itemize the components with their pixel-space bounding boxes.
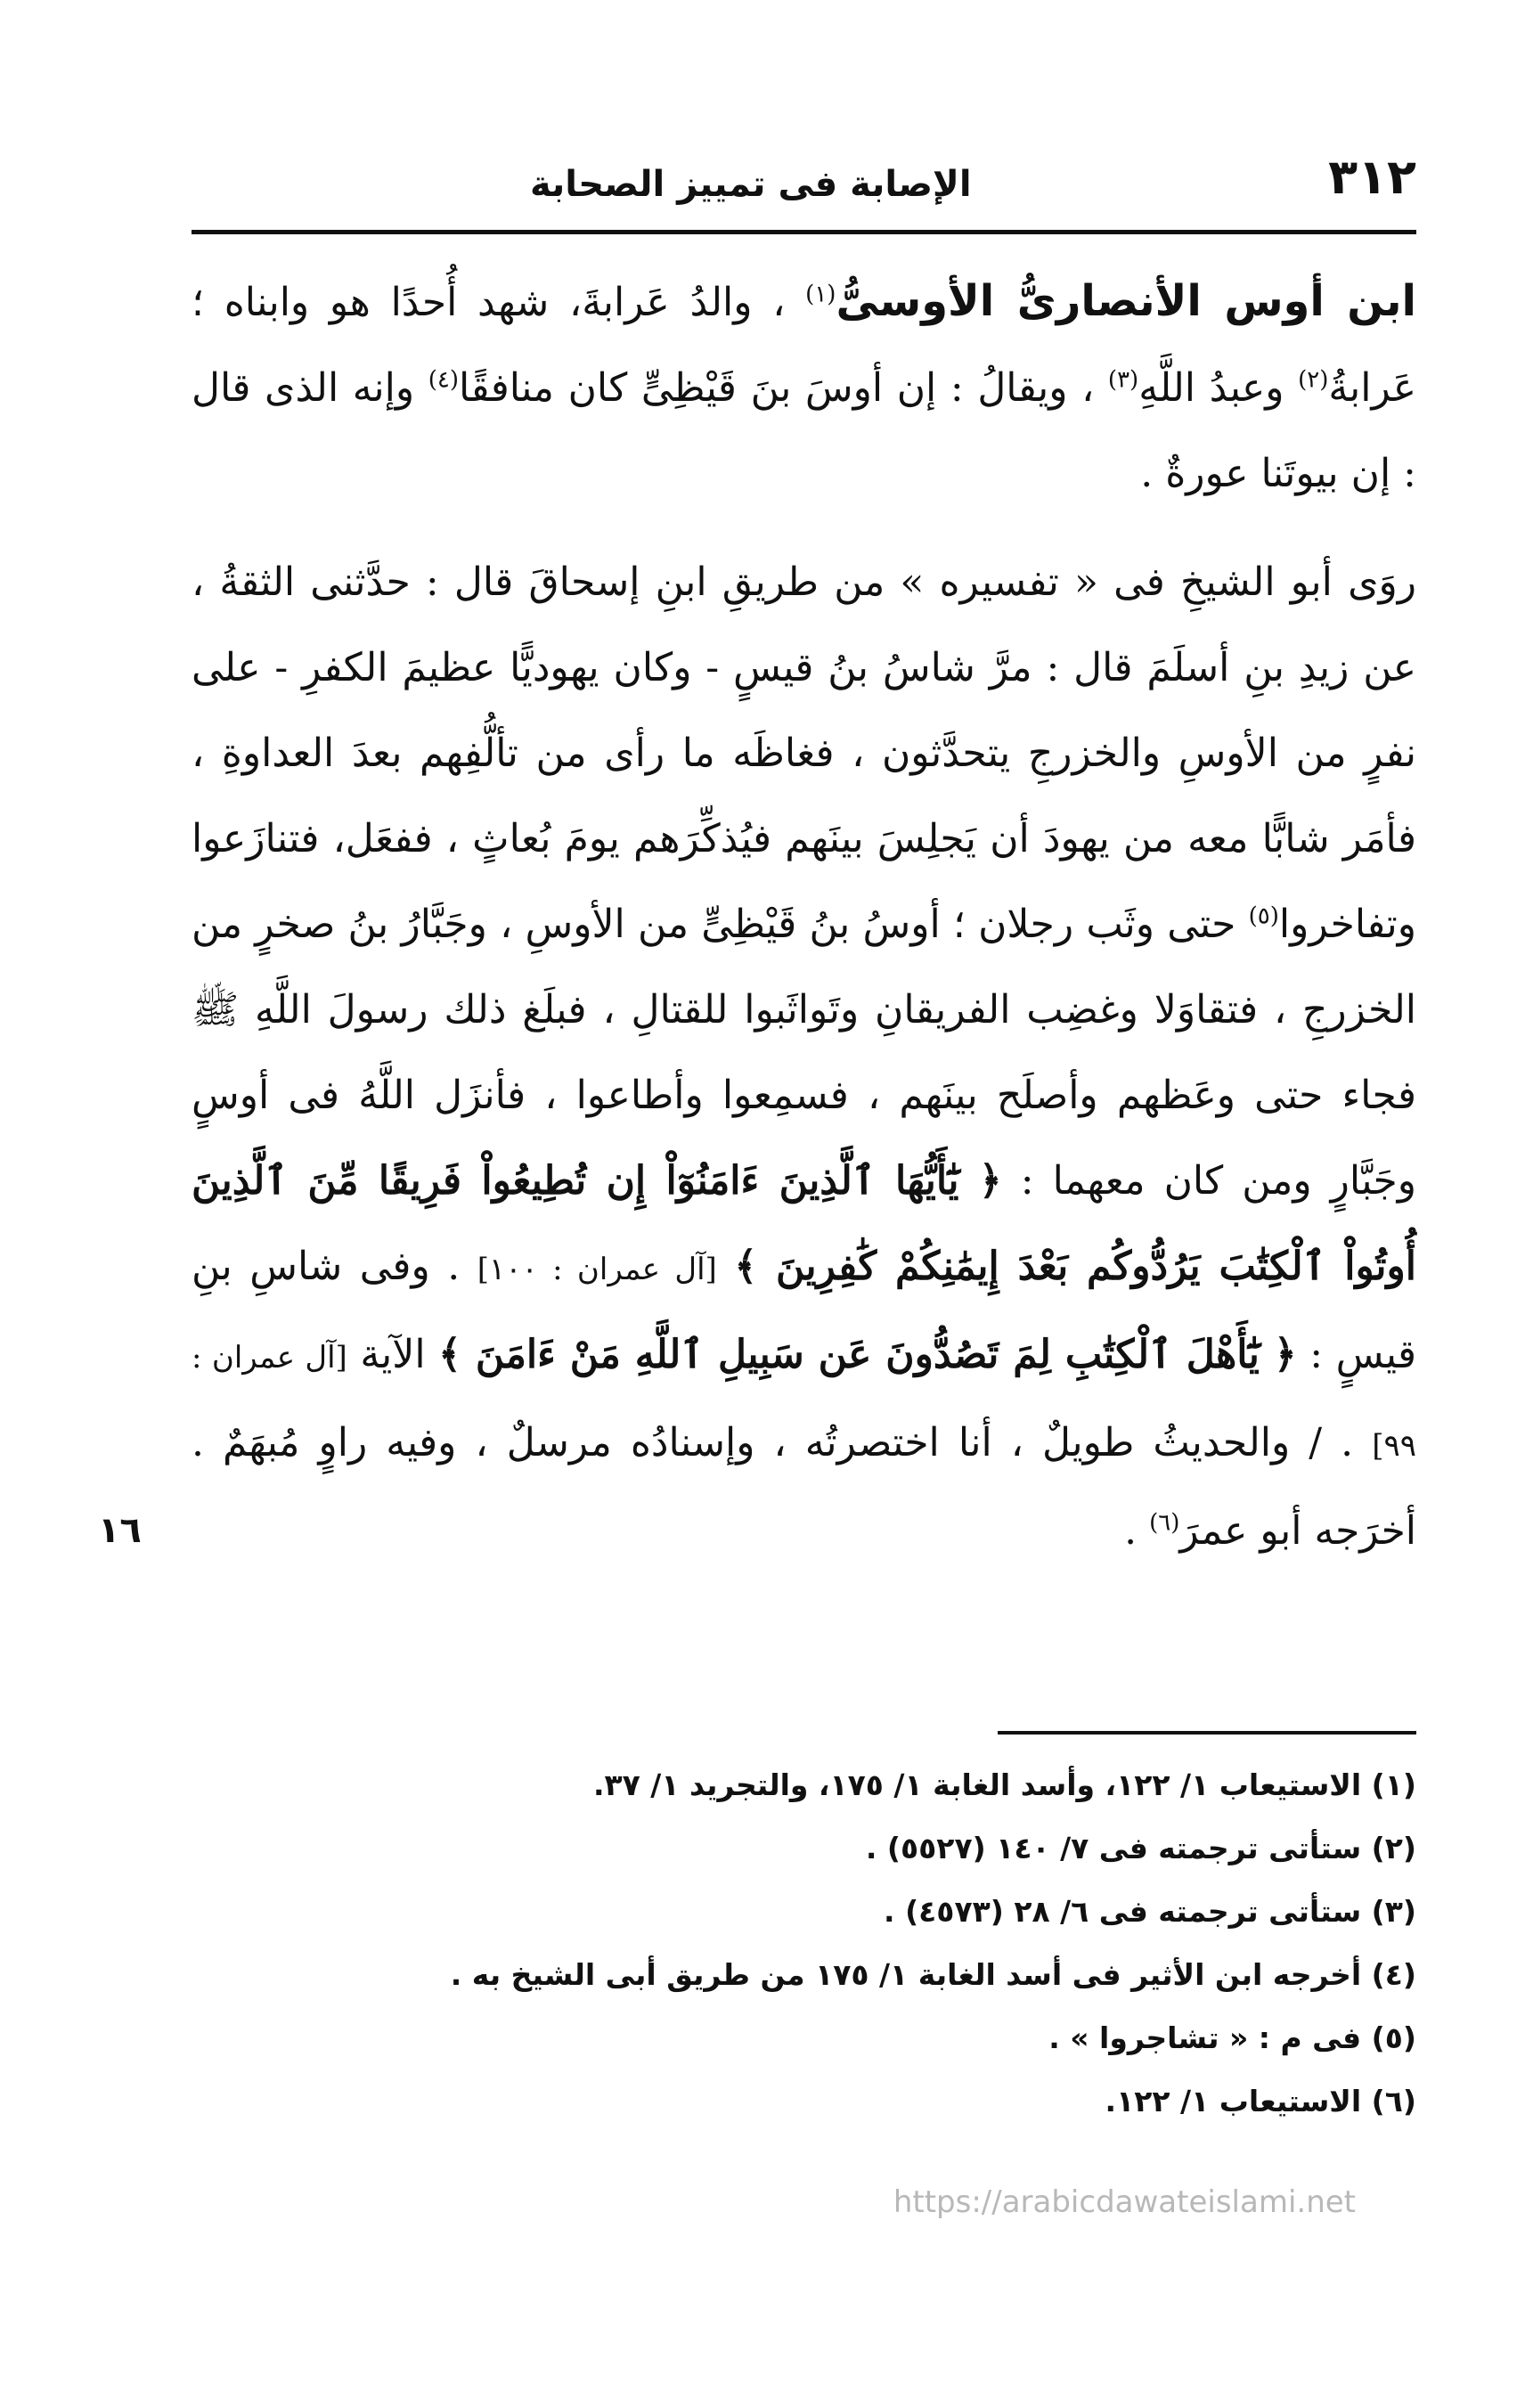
footnote-2: (٢) ستأتى ترجمته فى ٧/ ١٤٠ (٥٥٢٧) . <box>865 1831 1416 1865</box>
entry-title: ابن أوس الأنصارىُّ الأوسىُّ <box>836 276 1416 326</box>
entry-text-4: وإنه الذى قال : إن بيوتَنا عورةٌ . <box>192 365 1416 496</box>
footnote-ref-6: (٦) <box>1149 1509 1180 1537</box>
narration-text-2: حتى وثَب رجلان ؛ أوسُ بنُ قَيْظِىٍّ من الأوسِ ، وجَبَّارُ بنُ صخرٍ من الخزرجِ ، فتقاوَلا وغضِب الفريقانِ وتَواثَبوا للقتالِ ، فبلَغ ذلك رسولَ اللَّهِ ﷺ فجاء حتى وعَظهم وأصلَح بينَهم ، فسمِعوا وأطاعوا ، فأنزَل اللَّهُ فى أوسٍ وجَبَّارٍ ومن كان معهما : <box>192 902 1416 1204</box>
footnote-6: (٦) الاستيعاب ١/ ١٢٢. <box>1105 2084 1416 2118</box>
narration-text-3: . وفى شاسِ بنِ قيسٍ : <box>192 1244 1416 1377</box>
footnote-4: (٤) أخرجه ابن الأثير فى أسد الغابة ١/ ١٧٥ من طريق أبى الشيخ به . <box>450 1957 1416 1992</box>
footnote-ref-4: (٤) <box>428 366 460 394</box>
narration-text-4: الآية <box>360 1332 426 1377</box>
header-rule <box>192 230 1416 234</box>
footnote-1: (١) الاستيعاب ١/ ١٢٢، وأسد الغابة ١/ ١٧٥، والتجريد ١/ ٣٧. <box>592 1767 1416 1802</box>
footnote-ref-3: (٣) <box>1107 366 1139 394</box>
entry-text-2: وعبدُ اللَّهِ <box>1138 365 1284 411</box>
entry-text-1: ، والدُ عَرابةَ، شهد أُحدًا هو وابناه ؛ عَرابةُ <box>192 280 1416 411</box>
footnote-ref-1: (١) <box>805 281 836 308</box>
page-number: ٣١٢ <box>1328 149 1416 205</box>
footnote-ref-2: (٢) <box>1298 366 1329 394</box>
footnote-5: (٥) فى م : « تشاجروا » . <box>1048 2020 1416 2055</box>
footnotes <box>192 1753 1416 2133</box>
narration-end: . <box>1124 1508 1138 1554</box>
footnote-3: (٣) ستأتى ترجمته فى ٦/ ٢٨ (٤٥٧٣) . <box>884 1894 1416 1929</box>
entry-paragraph <box>192 258 1416 517</box>
watermark-url: https://arabicdawateislami.net <box>893 2184 1356 2220</box>
verse-reference-1: [آل عمران : ١٠٠] <box>477 1252 717 1287</box>
page-header <box>192 143 1416 205</box>
running-title: الإصابة فى تمييز الصحابة <box>530 164 972 205</box>
quran-verse-1: ﴿ يَٰٓأَيُّهَا ٱلَّذِينَ ءَامَنُوٓاْ إِن تُطِيعُواْ فَرِيقًا مِّنَ ٱلَّذِينَ أُوتُواْ ٱلْكِتَٰبَ يَرُدُّوكُم بَعْدَ إِيمَٰنِكُمْ كَٰفِرِينَ ﴾ <box>192 1158 1416 1289</box>
verse-reference-2: [آل عمران : ٩٩] <box>192 1340 1416 1464</box>
narration-text-1: روَى أبو الشيخِ فى « تفسيره » من طريقِ ابنِ إسحاقَ قال : حدَّثنى الثقةُ ، عن زيدِ بنِ أسلَمَ قال : مرَّ شاسُ بنُ قيسٍ - وكان يهوديًّا عظيمَ الكفرِ - على نفرٍ من الأوسِ والخزرجِ يتحدَّثون ، فغاظَه ما رأى من تألُّفِهم بعدَ العداوةِ ، فأمَر شابًّا معه من يهودَ أن يَجلِسَ بينَهم فيُذكِّرَهم يومَ بُعاثٍ ، ففعَل، فتنازَعوا وتفاخروا <box>192 559 1416 947</box>
margin-page-mark: ١٦ <box>98 1510 142 1551</box>
footnote-rule <box>998 1731 1416 1735</box>
footnote-ref-5: (٥) <box>1248 902 1279 930</box>
entry-text-3: ، ويقالُ : إن أوسَ بنَ قَيْظِىٍّ كان منافقًا <box>459 365 1095 411</box>
narration-text-5: . / والحديثُ طويلٌ ، أنا اختصرتُه ، وإسنادُه مرسلٌ ، وفيه راوٍ مُبهَمٌ . أخرَجه أبو عمرَ <box>192 1420 1416 1554</box>
quran-verse-2: ﴿ يَٰٓأَهْلَ ٱلْكِتَٰبِ لِمَ تَصُدُّونَ عَن سَبِيلِ ٱللَّهِ مَنْ ءَامَنَ ﴾ <box>438 1332 1297 1377</box>
main-text <box>192 258 1416 1574</box>
narration-paragraph <box>192 540 1416 1574</box>
